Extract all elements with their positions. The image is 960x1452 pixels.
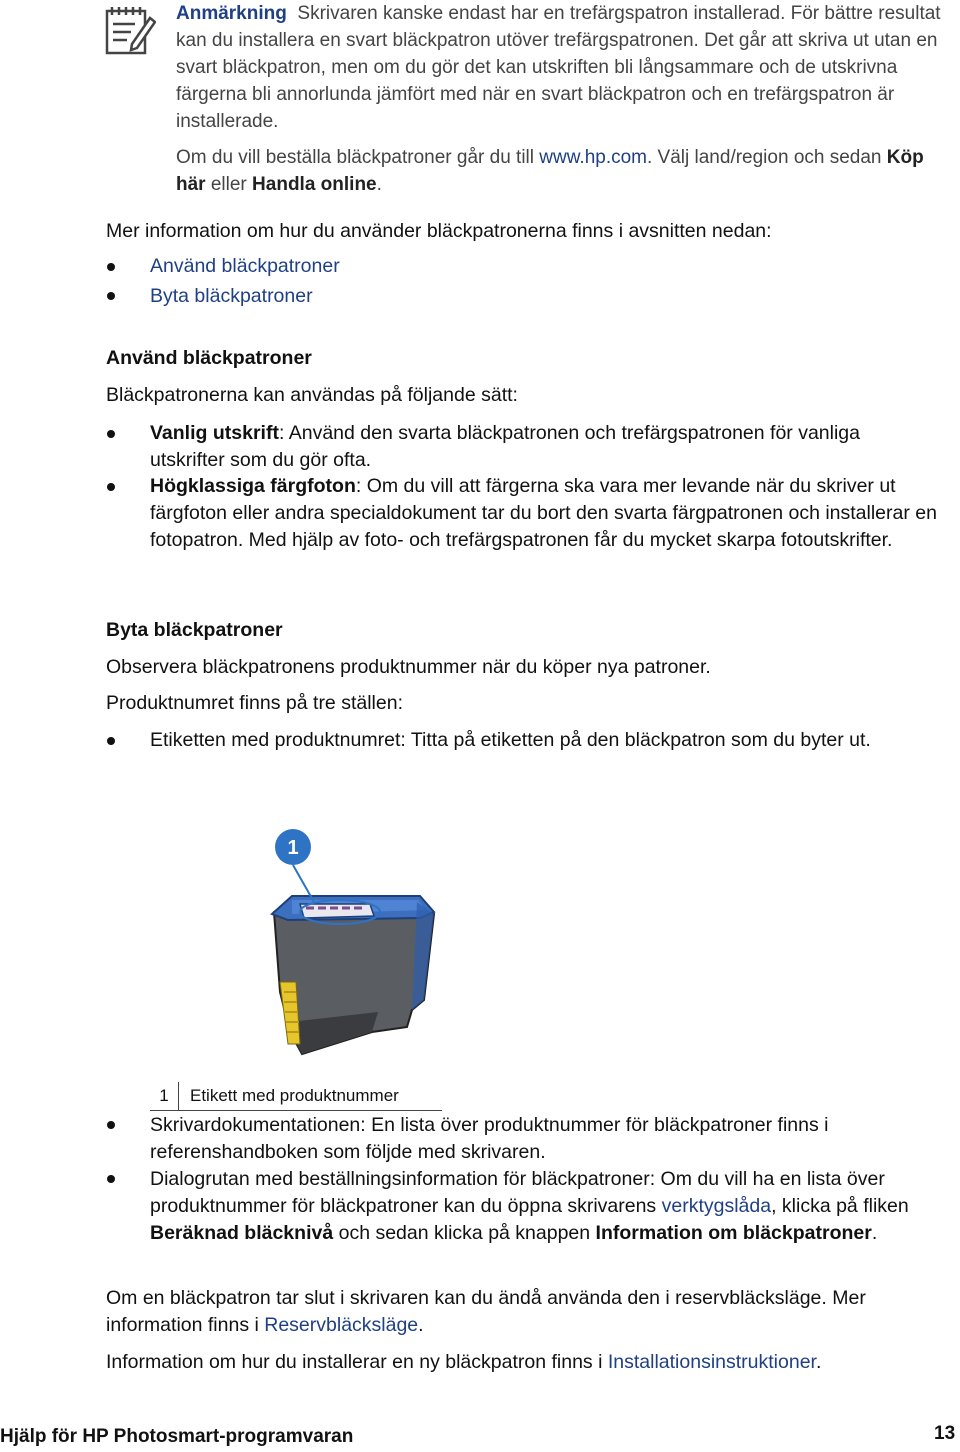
location-item-documentation: Skrivardokumentationen: En lista över produktnummer för bläckpatroner finns i referenshandboken som följde med skrivaren.	[150, 1114, 829, 1163]
bullet	[107, 263, 115, 271]
link-byta-blackpatroner[interactable]: Byta bläckpatroner	[150, 285, 313, 307]
reserve-paragraph	[106, 1285, 946, 1339]
legend-number: 1	[150, 1082, 179, 1110]
intro-text: Mer information om hur du använder bläckpatronerna finns i avsnitten nedan:	[106, 220, 772, 242]
reserve-text: .	[418, 1314, 424, 1336]
dialog-text: och sedan klicka på knappen	[333, 1222, 596, 1244]
bullet	[107, 292, 115, 300]
section2-heading: Byta bläckpatroner	[106, 619, 283, 641]
note-icon	[104, 4, 156, 56]
note-text: Skrivaren kanske endast har en trefärgspatron installerad. För bättre resultat kan du installera en svart bläckpatron utöver trefärgspatronen. Det går att skriva ut utan en svart bläckpatron, men om du gör det kan utskriften bli långsammare och de utskrivna färgerna bli annorlunda jämfört med när en svart bläckpatron och en trefärgspatron är installerade.	[176, 3, 941, 132]
verktygslada-link[interactable]: verktygslåda	[661, 1195, 772, 1217]
usage-item-text: : Använd den svarta bläckpatronen och trefärgspatronen för vanliga utskrifter som du gör ofta.	[150, 422, 860, 471]
button-name: Information om bläckpatroner	[595, 1222, 872, 1244]
usage-item-normal	[150, 420, 940, 474]
note-order-text: Om du vill beställa bläckpatroner går du till	[176, 147, 540, 168]
kop-har-label: Köp här	[176, 147, 924, 195]
page-number: 13	[934, 1423, 956, 1444]
figure-legend	[150, 1082, 442, 1111]
callout-number: 1	[287, 837, 299, 859]
dialog-text: Dialogrutan med beställningsinformation för bläckpatroner: Om du vill ha en lista över produktnummer för bläckpatroner kan du öppna skrivarens	[150, 1168, 885, 1217]
legend-label: Etikett med produktnummer	[190, 1086, 399, 1105]
note-order-paragraph	[176, 144, 946, 198]
install-text: Information om hur du installerar en ny bläckpatron finns i	[106, 1351, 608, 1373]
note-order-text: . Välj land/region och sedan	[647, 147, 887, 168]
bullet	[107, 483, 115, 491]
section1-heading: Använd bläckpatroner	[106, 347, 312, 369]
note-block	[176, 0, 946, 198]
note-order-text: .	[376, 174, 382, 195]
usage-item-photo	[150, 473, 940, 554]
usage-item-text: : Om du vill att färgerna ska vara mer levande när du skriver ut färgfoton eller andra specialdokument tar du bort den svarta färgpatronen och installerar en fotopatron. Med hjälp av foto- och trefärgspatronen får du mycket skarpa fotoutskrifter.	[150, 475, 937, 551]
link-anvand-blackpatroner[interactable]: Använd bläckpatroner	[150, 255, 340, 277]
install-paragraph	[106, 1349, 946, 1376]
bullet	[107, 430, 115, 438]
location-item-dialog	[150, 1166, 940, 1247]
note-order-text: eller	[205, 174, 253, 195]
reservblackslage-link[interactable]: Reservbläcksläge	[264, 1314, 419, 1336]
section2-p1: Observera bläckpatronens produktnummer när du köper nya patroner.	[106, 656, 711, 678]
location-item-label: Etiketten med produktnumret: Titta på etiketten på den bläckpatron som du byter ut.	[150, 729, 871, 751]
hp-link[interactable]: www.hp.com	[539, 147, 647, 168]
reserve-text: Om en bläckpatron tar slut i skrivaren kan du ändå använda den i reservbläcksläge. Mer information finns i	[106, 1287, 866, 1336]
ink-cartridge-image	[262, 822, 442, 1070]
bullet	[107, 737, 115, 745]
footer-title: Hjälp för HP Photosmart-programvaran	[0, 1426, 354, 1447]
tab-name: Beräknad bläcknivå	[150, 1222, 334, 1244]
usage-item-title: Högklassiga färgfoton	[150, 475, 356, 497]
section1-lead: Bläckpatronerna kan användas på följande sätt:	[106, 384, 518, 406]
installationsinstruktioner-link[interactable]: Installationsinstruktioner	[607, 1351, 816, 1373]
section2-p2: Produktnumret finns på tre ställen:	[106, 692, 403, 714]
dialog-text: , klicka på fliken	[771, 1195, 909, 1217]
install-text: .	[815, 1351, 822, 1373]
usage-item-title: Vanlig utskrift	[150, 422, 279, 444]
dialog-text: .	[871, 1222, 878, 1244]
bullet	[107, 1175, 115, 1183]
bullet	[107, 1121, 115, 1129]
note-title: Anmärkning	[176, 3, 287, 24]
handla-online-label: Handla online	[252, 174, 377, 195]
